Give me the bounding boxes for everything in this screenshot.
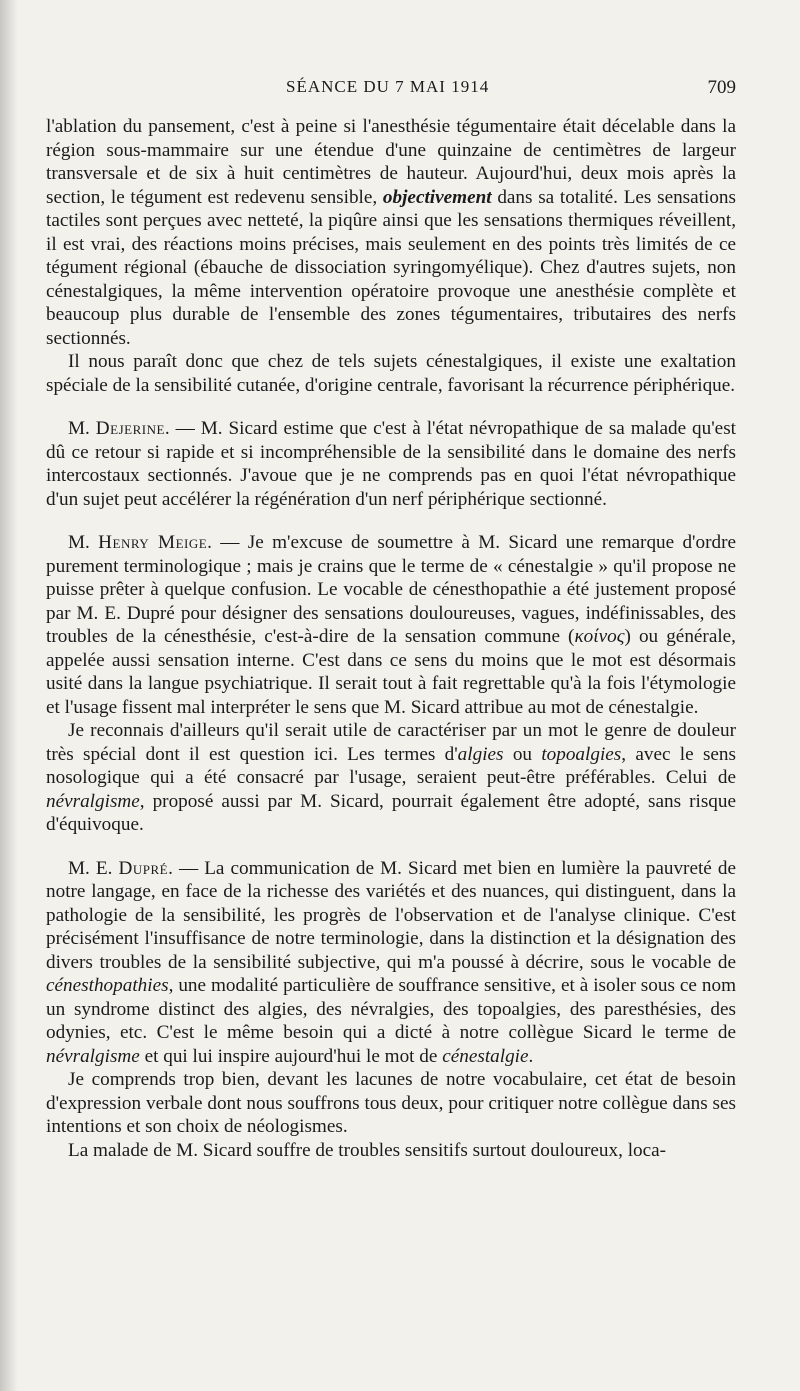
text-run: . — La communication de M. Sicard met bien en lumière la pauvreté de notre langage, en face de la richesse des variétés et des nuances, qui distinguent, dans la pathologie de la sensibilité, les progrès de l'observation et de l'analyse clinique. C'est précisément l'insuffisance de notre terminologie, dans la distinction et la désignation des divers troubles de la sensibilité subjective, qui m'a poussé à décrire, sous le vocable de [46,857,736,973]
paragraph-meige-2 [46,719,736,837]
text-run: dans sa totalité. Les sensations tactiles sont perçues avec netteté, la piqûre ainsi que les sensations thermiques réveillent, il est vrai, des réactions moins précises, mais seulement en des points très limités de ce tégument régional (ébauche de dissociation syringomyélique). Chez d'autres sujets, non cénestalgiques, la même intervention opératoire provoque une anesthésie complète et beaucoup plus durable de l'ensemble des zones tégumentaires, tributaires des nerfs sectionnés. [46,186,736,349]
paragraph-meige [46,531,736,719]
styled-text: cénesthopathies [46,975,169,996]
text-run: La malade de M. Sicard souffre de troubles sensitifs surtout douloureux, loca- [68,1139,667,1161]
paragraph-dupre [46,857,736,1069]
text-run: et qui lui inspire aujourd'hui le mot de [139,1045,443,1067]
styled-text: cénestalgie [442,1045,529,1067]
page-spine-shadow [0,0,18,1391]
styled-text: topoalgies [541,743,622,765]
styled-text: Henry Meige [98,532,208,553]
text-run: Je reconnais d'ailleurs qu'il serait utile de caractériser par un mot le genre de douleur très spécial dont il est question ici. Les termes d' [46,720,736,765]
styled-text: névralgisme [46,1045,140,1067]
text-run: M. E. [68,857,119,879]
running-header [46,77,736,101]
styled-text: algies [457,743,504,765]
paragraph-continuation [46,115,736,350]
text-run: ou [503,743,542,765]
styled-text: objectivement [382,186,492,208]
paragraph-conclusion [46,350,736,397]
text-run: Je comprends trop bien, devant les lacunes de notre vocabulaire, cet état de besoin d'expression verbale dont nous souffrons tous deux, pour critiquer notre collègue dans ses intentions et son choix de néologismes. [46,1069,736,1137]
text-run: . — Je m'excuse de soumettre à M. Sicard une remarque d'ordre purement terminologique ; mais je crains que le terme de « cénestalgie » qu'il propose ne puisse prêter à quelque confusion. Le vocable de cénesthopathie a été justement proposé par M. E. Dupré pour désigner des sensations douloureuses, vagues, indéfinissables, des troubles de la cénesthésie, c'est-à-dire de la sensation commune ( [46,532,736,647]
text-run: , avec le sens nosologique qui a été consacré par l'usage, seraient peut-être préférables. Celui de [46,743,736,788]
styled-text: névralgisme [46,790,140,812]
paragraph-closing [46,1139,736,1163]
text-run: M. [68,418,96,439]
paragraph-dejerine [46,417,736,511]
styled-text: κοίνος [574,626,625,647]
header-title: SÉANCE DU 7 MAI 1914 [286,77,490,96]
text-run: M. [68,532,99,553]
text-run: , proposé aussi par M. Sicard, pourrait également être adopté, sans risque d'équivoque. [46,790,736,835]
styled-text: Dejerine [95,418,165,439]
styled-text: Dupré [118,857,169,879]
page-number: 709 [707,77,736,98]
text-run: . — M. Sicard estime que c'est à l'état névropathique de sa malade qu'est dû ce retour si rapide et si incompréhensible de la sensibilité dans le domaine des nerfs intercostaux sectionnés. J'avoue que je ne comprends pas en quoi l'état névropathique d'un sujet peut accélérer la régénération d'un nerf périphérique sectionné. [46,418,736,510]
text-run: Il nous paraît donc que chez de tels sujets cénestalgiques, il existe une exaltation spéciale de la sensibilité cutanée, d'origine centrale, favorisant la récurrence périphérique. [46,351,736,396]
text-run: ) ou générale, appelée aussi sensation interne. C'est dans ce sens du moins que le mot est désormais usité dans la langue psychiatrique. Il serait tout à fait regrettable qu'à la fois l'étymologie et l'usage fissent mal interpréter le sens que M. Sicard attribue au mot de cénestalgie. [46,626,736,718]
paragraph-dupre-2 [46,1068,736,1139]
body-text [46,115,736,1162]
text-run: , une modalité particulière de souffrance sensitive, et à isoler sous ce nom un syndrome distinct des algies, des névralgies, des topoalgies, des paresthésies, des odynies, etc. C'est le même besoin qui a dicté à notre collègue Sicard le terme de [46,975,736,1043]
text-run: l'ablation du pansement, c'est à peine si l'anesthésie tégumentaire était décelable dans la région sous-mammaire sur une étendue d'une quinzaine de centimètres de largeur transversale et de six à huit centimètres de hauteur. Aujourd'hui, deux mois après la section, le tégument est redevenu sensible, [46,116,736,208]
text-run: . [528,1045,534,1067]
